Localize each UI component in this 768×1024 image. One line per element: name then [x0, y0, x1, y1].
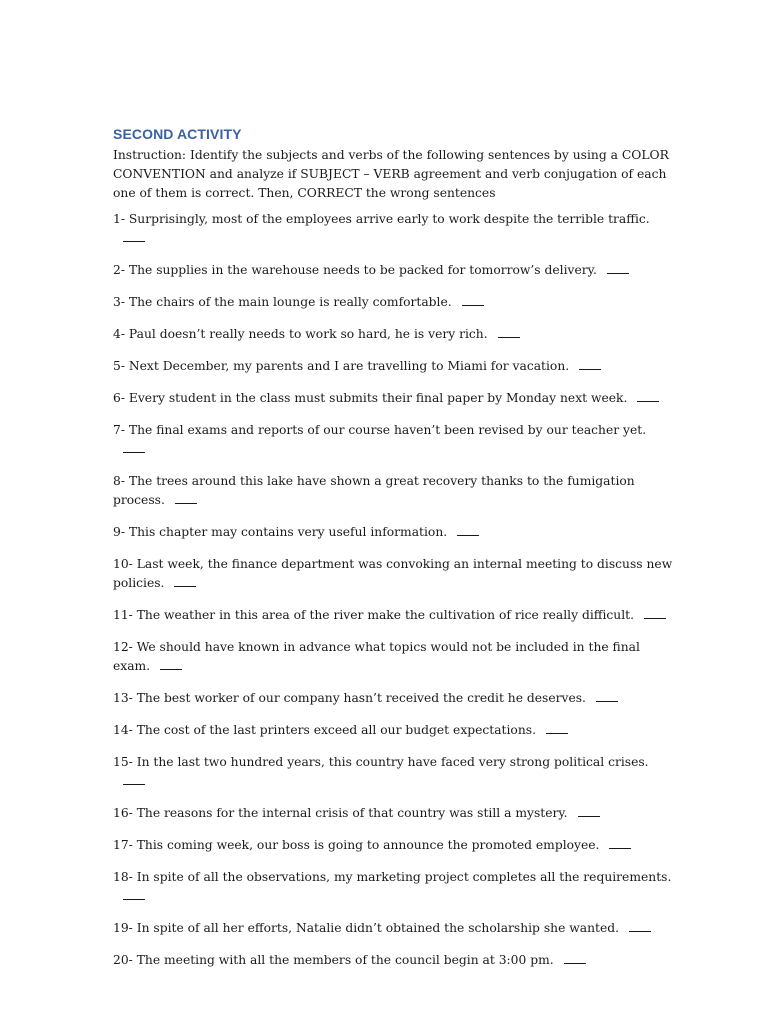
answer-blank [457, 524, 479, 536]
sentence-text: 15- In the last two hundred years, this country have faced very strong political crises. [113, 755, 649, 769]
sentence-text: 19- In spite of all her efforts, Natalie didn’t obtained the scholarship she wanted. [113, 921, 620, 935]
answer-blank [579, 358, 601, 370]
instruction-text: Instruction: Identify the subjects and verbs of the following sentences by using a COLOR CONVENTION and analyze if SUBJECT – VERB agreement and verb conjugation of each one of them is correct. Then, CORRECT the wrong sentences [113, 148, 669, 200]
answer-blank [462, 294, 484, 306]
sentence-item [113, 868, 673, 906]
sentence-item [113, 523, 673, 542]
answer-blank [123, 773, 145, 785]
sentence-item [113, 357, 673, 376]
answer-blank [175, 492, 197, 504]
sentence-text: 12- We should have known in advance what topics would not be included in the final exam. [113, 640, 640, 673]
sentence-item [113, 804, 673, 823]
sentence-text: 7- The final exams and reports of our course haven’t been revised by our teacher yet. [113, 423, 647, 437]
sentence-text: 9- This chapter may contains very useful information. [113, 525, 448, 539]
sentence-item [113, 689, 673, 708]
sentence-text: 8- The trees around this lake have shown a great recovery thanks to the fumigation process. [113, 474, 635, 507]
answer-blank [564, 952, 586, 964]
answer-blank [578, 805, 600, 817]
sentence-item [113, 210, 673, 248]
sentence-text: 16- The reasons for the internal crisis of that country was still a mystery. [113, 806, 568, 820]
answer-blank [609, 837, 631, 849]
sentence-item [113, 325, 673, 344]
document-page [113, 126, 673, 983]
answer-blank [629, 920, 651, 932]
sentence-item [113, 951, 673, 970]
answer-blank [644, 607, 666, 619]
answer-blank [637, 390, 659, 402]
sentence-list [113, 210, 673, 970]
sentence-text: 6- Every student in the class must submits their final paper by Monday next week. [113, 391, 628, 405]
answer-blank [607, 262, 629, 274]
sentence-text: 5- Next December, my parents and I are travelling to Miami for vacation. [113, 359, 570, 373]
sentence-item [113, 261, 673, 280]
answer-blank [546, 722, 568, 734]
sentence-text: 18- In spite of all the observations, my marketing project completes all the requirements. [113, 870, 672, 884]
answer-blank [160, 658, 182, 670]
sentence-item [113, 753, 673, 791]
answer-blank [123, 230, 145, 242]
sentence-item [113, 555, 673, 593]
sentence-item [113, 836, 673, 855]
sentence-item [113, 919, 673, 938]
sentence-text: 4- Paul doesn’t really needs to work so hard, he is very rich. [113, 327, 488, 341]
sentence-item [113, 721, 673, 740]
sentence-text: 1- Surprisingly, most of the employees arrive early to work despite the terrible traffic. [113, 212, 650, 226]
sentence-text: 11- The weather in this area of the river make the cultivation of rice really difficult. [113, 608, 635, 622]
answer-blank [123, 441, 145, 453]
sentence-item [113, 389, 673, 408]
answer-blank [123, 888, 145, 900]
sentence-text: 17- This coming week, our boss is going to announce the promoted employee. [113, 838, 600, 852]
answer-blank [174, 575, 196, 587]
sentence-item [113, 421, 673, 459]
answer-blank [596, 690, 618, 702]
sentence-item [113, 638, 673, 676]
sentence-text: 13- The best worker of our company hasn’t received the credit he deserves. [113, 691, 586, 705]
sentence-item [113, 606, 673, 625]
sentence-text: 20- The meeting with all the members of the council begin at 3:00 pm. [113, 953, 554, 967]
sentence-text: 10- Last week, the finance department was convoking an internal meeting to discuss new policies. [113, 557, 673, 590]
sentence-item [113, 472, 673, 510]
sentence-item [113, 293, 673, 312]
sentence-text: 14- The cost of the last printers exceed all our budget expectations. [113, 723, 536, 737]
answer-blank [498, 326, 520, 338]
sentence-text: 2- The supplies in the warehouse needs to be packed for tomorrow’s delivery. [113, 263, 597, 277]
sentence-text: 3- The chairs of the main lounge is really comfortable. [113, 295, 452, 309]
activity-heading: SECOND ACTIVITY [113, 126, 242, 142]
